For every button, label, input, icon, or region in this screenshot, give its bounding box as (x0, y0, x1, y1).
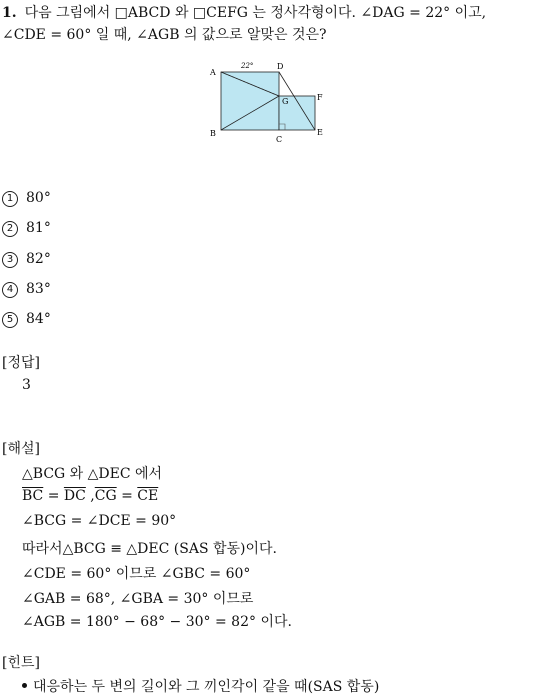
question-text-1: 다음 그림에서 □ABCD 와 □CEFG 는 정사각형이다. ∠DAG = 22° 이고, (24, 5, 487, 21)
hint-text: 대응하는 두 변의 길이와 그 끼인각이 같을 때(SAS 합동) (33, 679, 380, 695)
question-line-1 (2, 2, 486, 22)
choice-text-5: 84° (26, 311, 51, 327)
choice-text-1: 80° (26, 190, 51, 206)
explanation-line-3: ∠BCG = ∠DCE = 90° (22, 513, 177, 529)
explanation-line-6: ∠GAB = 68°, ∠GBA = 30° 이므로 (22, 591, 254, 607)
choice-5[interactable] (2, 311, 51, 328)
equals-sign-2: = (116, 488, 138, 504)
label-g: G (282, 97, 289, 106)
question-line-2: ∠CDE = 60° 일 때, ∠AGB 의 값으로 알맞은 것은? (2, 27, 327, 43)
choice-marker-1: 1 (2, 191, 18, 207)
label-c: C (276, 135, 283, 144)
angle-label-22: 22° (241, 62, 254, 70)
bullet-icon (22, 683, 27, 688)
geometry-figure (205, 58, 335, 148)
answer-value: 3 (22, 377, 31, 393)
hint-text-row (22, 676, 379, 696)
separator: , (85, 488, 95, 504)
choice-2[interactable] (2, 220, 51, 237)
choice-marker-3: 3 (2, 252, 18, 268)
explanation-header: [해설] (2, 441, 40, 457)
explanation-line-5: ∠CDE = 60° 이므로 ∠GBC = 60° (22, 566, 251, 582)
label-a: A (210, 68, 216, 77)
choice-4[interactable] (2, 281, 51, 298)
hint-header: [힌트] (2, 655, 40, 671)
choice-text-3: 82° (26, 251, 51, 267)
segment-cg-text: $\overline{CG}$ (94, 488, 117, 504)
explanation-line-1: △BCG 와 △DEC 에서 (22, 466, 163, 482)
question-number: 1. (2, 5, 17, 21)
segment-ce-text: $\overline{CE}$ (137, 488, 159, 504)
segment-dc-text: $\overline{DC}$ (63, 488, 86, 504)
explanation-line-4: 따라서△BCG ≡ △DEC (SAS 합동)이다. (22, 541, 277, 557)
label-e: E (317, 128, 323, 137)
choice-text-4: 83° (26, 281, 51, 297)
equals-sign: = (43, 488, 64, 504)
explanation-line-7: ∠AGB = 180° − 68° − 30° = 82° 이다. (22, 614, 292, 630)
answer-header: [정답] (2, 355, 40, 371)
choice-marker-4: 4 (2, 282, 18, 298)
choice-marker-5: 5 (2, 312, 18, 328)
label-b: B (210, 129, 216, 138)
label-d: D (277, 62, 284, 71)
label-f: F (317, 93, 323, 102)
choice-1[interactable] (2, 190, 51, 207)
segment-bc-text: $\overline{BC}$ (22, 488, 44, 504)
choice-3[interactable] (2, 251, 51, 268)
choice-marker-2: 2 (2, 221, 18, 237)
explanation-line-2 (22, 488, 158, 504)
choice-text-2: 81° (26, 220, 51, 236)
